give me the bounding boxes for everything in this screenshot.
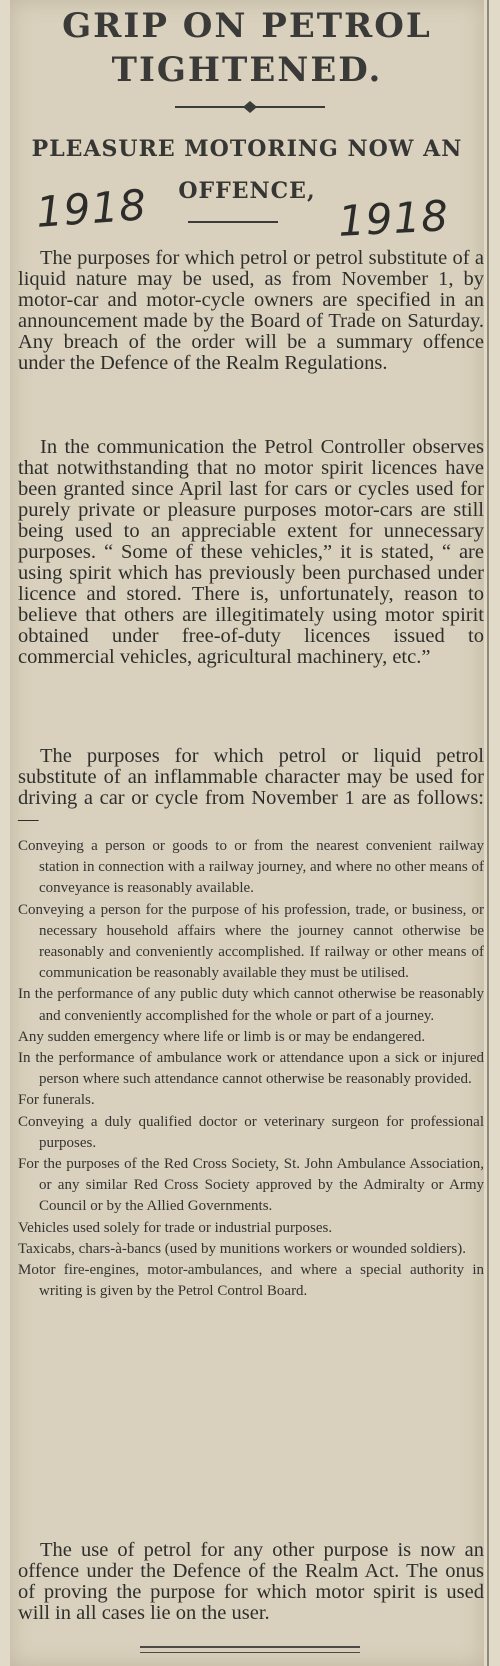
purpose-item: For the purposes of the Red Cross Society, St. John Ambulance Association, or any similar Red Cross Society approved by the Admiralty or Army Council or by the Allied Governments. xyxy=(18,1156,484,1215)
purpose-item: Taxicabs, chars-à-bancs (used by munitions workers or wounded soldiers). xyxy=(18,1240,467,1257)
article-paragraph-3 xyxy=(18,746,484,830)
paragraph-text: In the communication the Petrol Controller observes that notwithstanding that no motor spirit licences have been granted since April last for cars or cycles used for purely private or pleasure purposes motor-cars are still being used to an appreciable extent for unnecessary purposes. “ Some of these vehicles,” it is stated, “ are using spirit which has previously been purchased under licence and stored. There is, unfortunately, reason to believe that others are illegitimately using motor spirit obtained under free-of-duty licences issued to commercial vehicles, agricultural machinery, etc.” xyxy=(18,436,484,668)
purpose-item: Any sudden emergency where life or limb is or may be endangered. xyxy=(18,1028,426,1045)
purposes-list xyxy=(18,836,484,1302)
purpose-item: Conveying a person or goods to or from the nearest convenient railway station in connection with a railway journey, and where no other means of conveyance is reasonably available. xyxy=(18,838,484,897)
subheadline-line-2: OFFENCE, xyxy=(178,178,316,204)
purpose-item: For funerals. xyxy=(18,1092,95,1109)
article-paragraph-4 xyxy=(18,1540,484,1624)
column-rule xyxy=(487,0,489,1666)
subheadline-line-1: PLEASURE MOTORING NOW AN xyxy=(31,136,463,162)
subheadline-rule xyxy=(188,221,278,223)
purpose-item: Vehicles used solely for trade or industrial purposes. xyxy=(18,1219,333,1236)
headline-line-2: TIGHTENED. xyxy=(111,50,383,90)
paragraph-text: The purposes for which petrol or liquid petrol substitute of an inflammable character may be used for driving a car or cycle from November 1 are as follows:— xyxy=(18,745,484,830)
purpose-item: Conveying a person for the purpose of his profession, trade, or business, or necessary household affairs where the journey cannot otherwise be reasonably and conveniently accomplished. If railway or other means of communication be reasonably available they must be utilised. xyxy=(18,901,484,982)
purpose-item: Motor fire-engines, motor-ambulances, and where a special authority in writing is given by the Petrol Control Board. xyxy=(18,1262,484,1300)
bottom-rule xyxy=(140,1646,360,1648)
purpose-item: In the performance of ambulance work or attendance upon a sick or injured person where such attendance cannot otherwise be reasonably provided. xyxy=(18,1050,484,1088)
bottom-rule xyxy=(140,1652,360,1653)
paragraph-text: The use of petrol for any other purpose is now an offence under the Defence of the Realm Act. The onus of proving the purpose for which motor spirit is used will in all cases lie on the user. xyxy=(18,1539,484,1624)
purpose-item: In the performance of any public duty which cannot otherwise be reasonably and conveniently accomplished for the whole or part of a journey. xyxy=(18,986,484,1024)
purpose-item: Conveying a duly qualified doctor or veterinary surgeon for professional purposes. xyxy=(18,1113,484,1151)
article-paragraph-1 xyxy=(18,248,484,374)
handwritten-year-right: 1918 xyxy=(336,191,451,246)
headline-line-1: GRIP ON PETROL xyxy=(62,6,432,46)
paragraph-text: The purposes for which petrol or petrol substitute of a liquid nature may be used, as from November 1, by motor-car and motor-cycle owners are specified in an announcement made by the Board of Trade on Saturday. Any breach of the order will be a summary offence under the Defence of the Realm Regulations. xyxy=(18,247,484,374)
handwritten-year-left: 1918 xyxy=(34,180,149,237)
ornament-divider xyxy=(175,101,325,113)
article-paragraph-2 xyxy=(18,437,484,668)
